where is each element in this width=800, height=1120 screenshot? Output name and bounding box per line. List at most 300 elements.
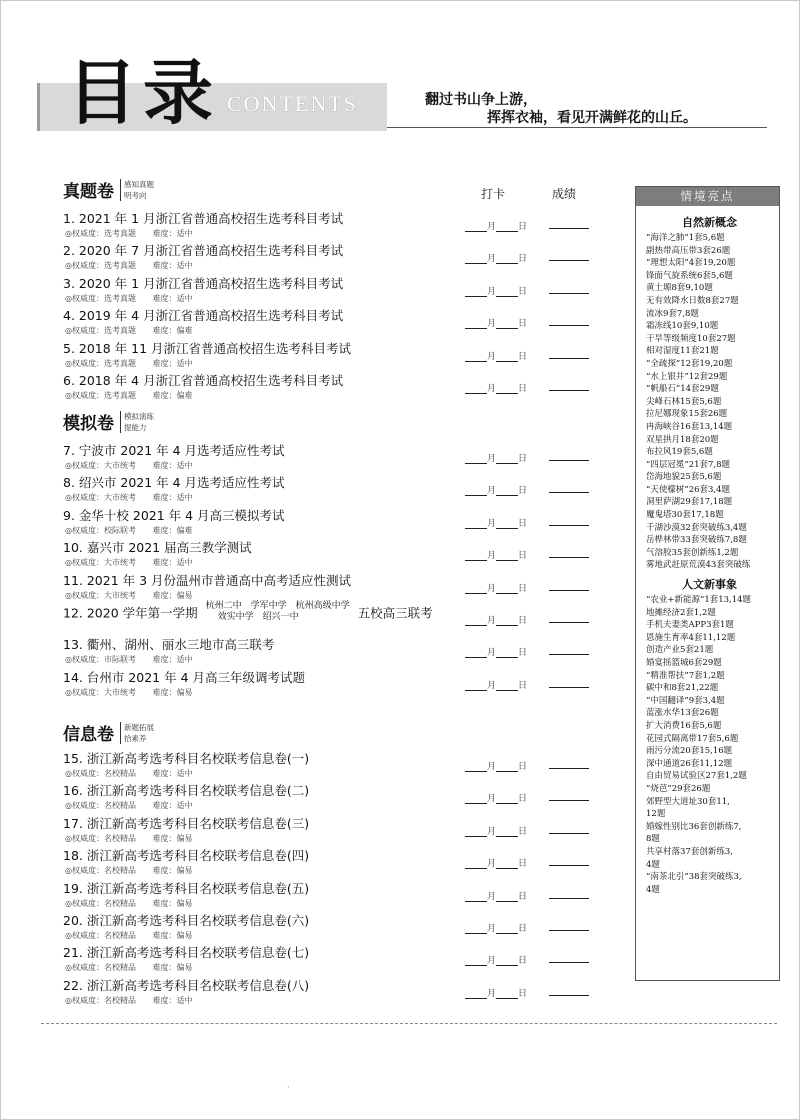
toc-entry [63,506,603,542]
highlight-item: 千湖沙漠32套突破练3,4题 [646,522,747,533]
entry-authority: ◎权威度：名校精品 [65,769,136,778]
entry-difficulty: 难度：适中 [152,229,193,238]
entry-difficulty: 难度：偏易 [152,833,193,843]
entry-difficulty: 难度：适中 [152,493,193,503]
entry-difficulty: 难度：适中 [152,358,193,368]
toc-entry [63,371,603,407]
entry-meta [65,962,193,973]
punch-card[interactable] [465,889,527,902]
entry-title: 15. 浙江新高考选考科目名校联考信息卷(一) [63,751,310,766]
day-blank[interactable] [496,681,518,691]
punch-card[interactable] [465,516,527,529]
entry-difficulty: 难度：偏易 [152,898,193,908]
highlight-item: “帆船石”14套29题 [646,384,719,395]
section-header [63,720,154,745]
month-label: 月 [487,254,497,265]
toc-entry [63,441,603,477]
punch-card[interactable] [465,581,527,594]
entry-meta [65,654,193,665]
punch-card[interactable] [465,219,527,232]
header-rule [387,127,767,128]
month-blank[interactable] [465,454,487,464]
day-blank[interactable] [496,287,518,297]
section-subtitle-line-2: 明考向 [124,190,147,200]
highlight-item: 副热带高压带3套26题 [646,245,731,256]
month-blank[interactable] [465,989,487,999]
entry-authority: ◎权威度：选考真题 [65,261,136,271]
toc-entry [63,274,603,310]
punch-card[interactable] [465,678,527,691]
toc-entry [63,635,603,671]
day-blank[interactable] [496,956,518,966]
day-blank[interactable] [496,551,518,561]
punch-card[interactable] [465,824,527,837]
month-label: 月 [487,583,497,594]
day-label: 日 [518,891,528,902]
highlight-item: 岱海地貌25套5,6题 [646,472,722,483]
motto-line-1: 翻过书山争上游， [425,92,537,108]
score-blank[interactable] [549,557,589,558]
month-label: 月 [487,891,497,902]
entry-title: 1. 2021 年 1 月浙江省普通高校招生选考科目考试 [63,211,344,226]
highlight-item: “海洋之肺”1套5,6题 [646,233,725,243]
score-blank[interactable] [549,590,589,591]
page-mark: · [287,1083,290,1092]
day-blank[interactable] [496,254,518,264]
score-blank[interactable] [549,260,589,261]
highlight-item: 自由贸易试验区27套1,2题 [646,771,747,782]
highlight-item: 雾地武赶原荒漠43套突破练 [646,560,751,571]
month-label: 月 [487,384,497,394]
bottom-divider [41,1023,777,1024]
highlights-group-title: 人文新事象 [682,578,737,592]
highlight-item: 无有效降水日数8套27题 [646,295,739,306]
toc-entry [63,879,603,915]
highlight-item: 流冰9套7,8题 [646,308,699,319]
month-label: 月 [487,648,497,659]
entry-title: 10. 嘉兴市 2021 届高三教学测试 [63,540,252,556]
entry-authority: ◎权威度：名校精品 [65,801,136,811]
highlights-group-title: 自然新概念 [682,216,737,229]
punch-card[interactable] [465,856,527,869]
score-blank[interactable] [549,768,589,769]
entry-meta [65,590,193,601]
entry-title: 2. 2020 年 7 月浙江省普通高校招生选考科目考试 [63,243,344,259]
month-blank[interactable] [465,584,487,594]
month-blank[interactable] [465,519,487,529]
entry-authority: ◎权威度：名校精品 [65,898,136,908]
section-title: 模拟卷 [63,414,114,434]
highlight-item: 岳桦林带33套突破练7,8题 [646,535,747,546]
highlight-item: “精准帮扶”7套1,2题 [646,670,725,681]
entry-title: 21. 浙江新高考选考科目名校联考信息卷(七) [63,945,310,961]
section-title: 信息卷 [63,725,114,745]
day-blank[interactable] [496,827,518,837]
highlight-item: “全疏探”12套19,20题 [646,358,733,369]
day-blank[interactable] [496,454,518,464]
entry-authority: ◎权威度：名校精品 [65,866,136,876]
punch-card[interactable] [465,251,527,264]
punch-card[interactable] [465,483,527,496]
score-blank[interactable] [549,325,589,326]
highlight-item: 干旱等级频度10套27题 [646,333,736,344]
month-blank[interactable] [465,827,487,837]
highlight-item: 婚宴摇篮城6套29题 [646,658,722,668]
day-blank[interactable] [496,384,518,394]
highlight-item: “天使檬树”26套3,4题 [646,484,731,495]
score-blank[interactable] [549,654,589,655]
entry-title: 6. 2018 年 4 月浙江省普通高校招生选考科目考试 [63,373,344,388]
month-blank[interactable] [465,956,487,966]
entry-title: 19. 浙江新高考选考科目名校联考信息卷(五) [63,880,310,896]
month-blank[interactable] [465,794,487,804]
highlights-panel-body [636,206,779,896]
entry-title: 22. 浙江新高考选考科目名校联考信息卷(八) [63,977,310,993]
entry-difficulty: 难度：偏易 [152,687,193,697]
day-blank[interactable] [496,859,518,869]
toc-entry [63,911,603,947]
punch-card[interactable] [465,953,527,966]
score-blank[interactable] [549,358,589,359]
day-blank[interactable] [496,352,518,362]
day-label: 日 [518,826,528,837]
month-blank[interactable] [465,254,487,264]
highlight-item: 恩施生育率4套11,12题 [646,632,736,643]
highlight-item: 深中通道26套11,12题 [646,758,733,769]
highlight-item: “水上银井”12套29题 [646,371,728,382]
page-subtitle: CONTENTS [227,91,358,116]
day-blank[interactable] [496,486,518,496]
highlight-item: 拉尼娜现象15套26题 [646,409,728,420]
entry-title: 13. 衢州、湖州、丽水三地市高三联考 [63,637,275,653]
entry-title: 9. 金华十校 2021 年 4 月高三模拟考试 [63,507,285,523]
highlight-item: 扩大消费16套5,6题 [646,720,722,731]
entry-authority: ◎权威度：大市统考 [65,558,136,568]
highlight-item: “四层冠冕”21套7,8题 [646,459,731,470]
highlight-item: 气溶胶35套创新练1,2题 [646,547,739,558]
month-label: 月 [487,680,497,691]
score-blank[interactable] [549,930,589,931]
month-label: 月 [487,551,497,562]
entry-meta [65,995,193,1006]
section-subtitle [120,411,154,433]
entry-title [63,603,433,625]
score-blank[interactable] [549,995,589,996]
day-blank[interactable] [496,762,518,772]
entry-title: 18. 浙江新高考选考科目名校联考信息卷(四) [63,848,310,864]
highlight-item: 创造产业5套21题 [646,645,714,656]
entry-meta [65,325,193,336]
entry-difficulty: 难度：偏易 [152,866,193,876]
day-blank[interactable] [496,892,518,902]
toc-entry [63,603,603,639]
punch-card[interactable] [465,381,527,394]
entry-title: 17. 浙江新高考选考科目名校联考信息卷(三) [63,815,310,831]
entry-authority: ◎权威度：校际联考 [65,525,136,535]
toc-entry [63,538,603,574]
entry-difficulty: 难度：适中 [152,293,193,303]
entry-meta [65,833,193,844]
section-subtitle-line-1: 感知真题 [124,179,154,189]
entry-meta [65,800,193,811]
day-label: 日 [518,384,528,394]
month-label: 月 [487,351,497,362]
toc-entry [63,209,603,245]
day-label: 日 [518,222,528,232]
entry-authority: ◎权威度：名校精品 [65,963,136,973]
month-blank[interactable] [465,486,487,496]
punch-card[interactable] [465,986,527,999]
punch-card[interactable] [465,548,527,561]
entry-difficulty: 难度：偏难 [152,391,193,400]
punch-card[interactable] [465,349,527,362]
day-blank[interactable] [496,519,518,529]
month-label: 月 [487,286,497,297]
entry-difficulty: 难度：适中 [152,769,193,778]
toc-entry [63,846,603,882]
score-blank[interactable] [549,833,589,834]
day-label: 日 [518,956,528,967]
highlight-item: 8题 [646,834,660,845]
score-blank[interactable] [549,962,589,963]
entry-difficulty: 难度：适中 [152,995,193,1005]
entry-difficulty: 难度：偏易 [152,963,193,973]
month-blank[interactable] [465,616,487,626]
score-blank[interactable] [549,525,589,526]
highlights-panel [635,186,780,981]
punch-card[interactable] [465,613,527,626]
entry-authority: ◎权威度：选考真题 [65,391,136,400]
day-blank[interactable] [496,989,518,999]
month-label: 月 [487,956,497,967]
entry-difficulty: 难度：适中 [152,655,193,665]
month-blank[interactable] [465,762,487,772]
punch-card[interactable] [465,645,527,658]
toc-entry [63,306,603,342]
day-label: 日 [518,988,528,999]
toc-entry [63,339,603,375]
score-blank[interactable] [549,898,589,899]
score-blank[interactable] [549,293,589,294]
entry-difficulty: 难度：偏易 [152,590,193,600]
entry-authority: ◎权威度：选考真题 [65,326,136,336]
entry-meta [65,525,193,536]
month-label: 月 [487,454,497,464]
day-blank[interactable] [496,648,518,658]
day-label: 日 [518,319,528,330]
entry-difficulty: 难度：适中 [152,558,193,568]
toc-entry [63,473,603,509]
highlight-item: 12题 [646,809,666,820]
highlight-item: 尖峰石林15套5,6题 [646,396,722,407]
month-blank[interactable] [465,384,487,394]
day-label: 日 [518,616,528,626]
day-label: 日 [518,518,528,529]
entry-authority: ◎权威度：名校精品 [65,931,136,940]
highlight-item: 双星拱月18套20题 [646,434,719,445]
section-header [63,409,154,434]
highlight-item: 共享村落37套创新练3, [646,846,733,857]
score-blank[interactable] [549,390,589,391]
day-label: 日 [518,794,528,805]
highlight-item: “理想太阳”4套19,20题 [646,258,736,269]
punch-card[interactable] [465,284,527,297]
entry-difficulty: 难度：适中 [152,461,193,470]
section-subtitle-line-1: 模拟演练 [124,411,154,421]
day-label: 日 [518,648,528,659]
month-label: 月 [487,616,497,626]
day-label: 日 [518,583,528,594]
section-subtitle [120,722,154,744]
section-subtitle-line-2: 拾素养 [124,733,147,743]
day-label: 日 [518,254,528,265]
entry-authority: ◎权威度：名校精品 [65,995,136,1005]
toc-entry [63,814,603,850]
score-blank[interactable] [549,492,589,493]
school-list-line-2: 效实中学 绍兴一中 [217,612,299,622]
highlight-item: 布拉风19套5,6题 [646,447,713,458]
entry-meta [65,293,193,304]
entry-difficulty: 难度：偏难 [152,525,193,535]
entry-meta [65,460,193,471]
highlight-item: “南茶北引”38套突破练3, [646,872,742,883]
month-label: 月 [487,486,497,497]
month-label: 月 [487,826,497,837]
highlight-item: 婚嫁性别比36套创新练7, [646,821,742,832]
entry-authority: ◎权威度：选考真题 [65,229,136,238]
score-blank[interactable] [549,865,589,866]
entry-authority: ◎权威度：大市统考 [65,493,136,503]
toc-entry [63,668,603,704]
entry-meta [65,687,193,698]
month-blank[interactable] [465,551,487,561]
toc-entry [63,976,603,1012]
toc-entry [63,241,603,277]
entry-title: 8. 绍兴市 2021 年 4 月选考适应性考试 [63,475,285,491]
section-header [63,177,154,202]
month-blank[interactable] [465,892,487,902]
punch-card[interactable] [465,316,527,329]
score-blank[interactable] [549,460,589,461]
page-title: 目录 [67,52,219,134]
punch-card[interactable] [465,791,527,804]
month-blank[interactable] [465,859,487,869]
entry-authority: ◎权威度：选考真题 [65,293,136,303]
toc-entry [63,749,603,785]
highlight-item: 碳中和8套21,22题 [646,683,719,694]
month-label: 月 [487,924,497,934]
score-blank[interactable] [549,687,589,688]
day-label: 日 [518,351,528,362]
score-blank[interactable] [549,228,589,229]
entry-title-tail: 五校高三联考 [357,605,433,621]
entry-meta [65,622,79,631]
score-blank[interactable] [549,622,589,623]
column-header-score: 成绩 [552,187,577,201]
punch-card[interactable] [465,921,527,934]
entry-authority: ◎权威度：市际联考 [65,655,136,665]
day-label: 日 [518,859,528,870]
highlight-item: 4题 [646,859,660,870]
day-blank[interactable] [496,222,518,232]
entry-title: 7. 宁波市 2021 年 4 月选考适应性考试 [63,443,285,458]
day-blank[interactable] [496,584,518,594]
entry-title: 20. 浙江新高考选考科目名校联考信息卷(六) [63,913,310,928]
highlight-item: “烧芭”29套26题 [646,783,711,794]
highlight-item: 雨污分流20套15,16题 [646,746,733,757]
month-blank[interactable] [465,924,487,934]
month-blank[interactable] [465,287,487,297]
month-label: 月 [487,222,497,232]
column-header-punch: 打卡 [481,187,506,201]
entry-meta [65,260,193,271]
highlight-item: 洞里萨湖29套17,18题 [646,497,733,508]
highlight-item: 地摊经济2套1,2题 [646,607,716,618]
motto-line-2: 挥挥衣袖，看见开满鲜花的山丘。 [487,110,697,126]
day-label: 日 [518,680,528,691]
entry-authority: ◎权威度：名校精品 [65,833,136,843]
entry-meta [65,768,193,779]
day-blank[interactable] [496,924,518,934]
highlight-item: 蓝涨水华13套26题 [646,708,719,719]
entry-authority: ◎权威度：大市统考 [65,687,136,697]
month-blank[interactable] [465,352,487,362]
month-label: 月 [487,794,497,805]
highlight-item: 手机夫妻类APP3套1题 [646,620,734,631]
entry-meta [65,930,193,941]
highlight-item: 霜冻线10套9,10题 [646,321,719,332]
month-blank[interactable] [465,222,487,232]
entry-authority: ◎权威度：选考真题 [65,358,136,368]
month-label: 月 [487,859,497,870]
highlight-item: 郊野型大道址30套11, [646,796,730,807]
day-blank[interactable] [496,319,518,329]
month-blank[interactable] [465,319,487,329]
entry-meta [65,228,193,239]
entry-difficulty: 难度：偏难 [152,326,193,336]
entry-meta [65,865,193,876]
day-blank[interactable] [496,794,518,804]
entry-title: 5. 2018 年 11 月浙江省普通高校招生选考科目考试 [63,340,352,356]
entry-meta [65,898,193,909]
entry-authority: ◎权威度：大市统考 [65,590,136,600]
entry-title: 14. 台州市 2021 年 4 月高三年级调考试题 [63,669,306,685]
entry-meta [65,557,193,568]
highlight-item: 锋面气旋系统6套5,6题 [646,270,733,281]
school-list [206,601,350,623]
month-label: 月 [487,762,497,772]
highlight-item: “农业+新能源”1套13,14题 [646,595,752,606]
section-subtitle [120,179,154,201]
section-title: 真题卷 [63,182,114,202]
entry-meta [65,492,193,503]
highlight-item: 4题 [646,884,660,895]
day-label: 日 [518,762,528,772]
day-label: 日 [518,486,528,497]
month-blank[interactable] [465,648,487,658]
day-blank[interactable] [496,616,518,626]
entry-title: 3. 2020 年 1 月浙江省普通高校招生选考科目考试 [63,275,344,291]
highlight-item: 相对湿度11套21题 [646,346,719,357]
highlights-panel-title: 情境亮点 [636,187,779,206]
month-label: 月 [487,518,497,529]
punch-card[interactable] [465,759,527,772]
entry-meta [65,390,193,401]
month-blank[interactable] [465,681,487,691]
toc-entry [63,943,603,979]
punch-card[interactable] [465,451,527,464]
score-blank[interactable] [549,800,589,801]
